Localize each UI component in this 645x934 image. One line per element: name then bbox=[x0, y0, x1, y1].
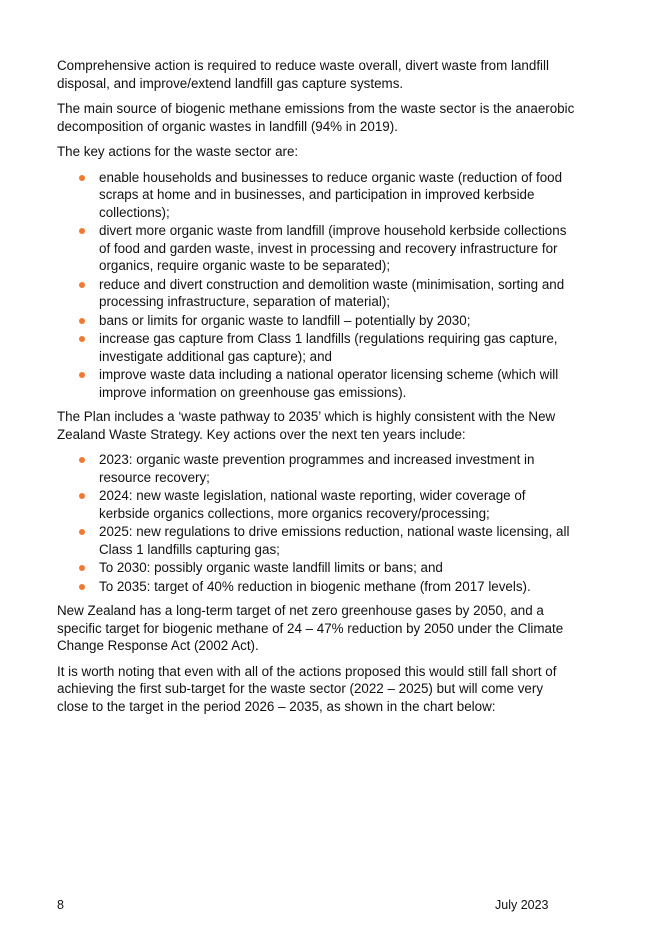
bullet-icon bbox=[79, 529, 85, 535]
list-item-text: increase gas capture from Class 1 landfills (regulations requiring gas capture, investigate additional gas capture); and bbox=[99, 331, 558, 364]
page-number: 8 bbox=[57, 898, 64, 912]
list-item bbox=[57, 312, 577, 330]
list-item-text: 2023: organic waste prevention programmes and increased investment in resource recovery; bbox=[99, 452, 535, 485]
bullet-icon bbox=[79, 175, 85, 181]
paragraph-nz-target: New Zealand has a long-term target of net zero greenhouse gases by 2050, and a specific target for biogenic methane of 24 – 47% reduction by 2050 under the Climate Change Response Act (2002 Act). bbox=[57, 603, 564, 653]
list-item bbox=[57, 330, 577, 365]
paragraph-methane-source: The main source of biogenic methane emissions from the waste sector is the anaerobic decomposition of organic wastes in landfill (94% in 2019). bbox=[57, 101, 575, 134]
key-actions-list bbox=[57, 169, 577, 402]
list-item-text: divert more organic waste from landfill (improve household kerbside collections of food and garden waste, invest in processing and recovery infrastructure for organics, require organic waste to be separated); bbox=[99, 223, 567, 273]
bullet-icon bbox=[79, 457, 85, 463]
pathway-list bbox=[57, 451, 577, 595]
list-item-text: reduce and divert construction and demolition waste (minimisation, sorting and processing infrastructure, separation of material); bbox=[99, 276, 565, 309]
list-item-text: 2024: new waste legislation, national waste reporting, wider coverage of kerbside organics collections, more organics recovery/processing; bbox=[99, 488, 526, 521]
bullet-icon bbox=[79, 282, 85, 288]
list-item-text: To 2035: target of 40% reduction in biogenic methane (from 2017 levels). bbox=[99, 578, 531, 594]
bullet-icon bbox=[79, 493, 85, 499]
list-item bbox=[57, 487, 577, 522]
list-item-text: improve waste data including a national operator licensing scheme (which will improve information on greenhouse gas emissions). bbox=[99, 367, 559, 400]
bullet-icon bbox=[79, 336, 85, 342]
bullet-icon bbox=[79, 565, 85, 571]
bullet-icon bbox=[79, 228, 85, 234]
list-item bbox=[57, 222, 577, 275]
document-body bbox=[57, 57, 577, 723]
list-item bbox=[57, 366, 577, 401]
footer-date: July 2023 bbox=[495, 898, 549, 912]
list-item-text: bans or limits for organic waste to landfill – potentially by 2030; bbox=[99, 312, 471, 328]
bullet-icon bbox=[79, 372, 85, 378]
list-item bbox=[57, 276, 577, 311]
list-item-text: 2025: new regulations to drive emissions reduction, national waste licensing, all Class 1 landfills capturing gas; bbox=[99, 524, 570, 557]
list-item bbox=[57, 559, 577, 577]
bullet-icon bbox=[79, 584, 85, 590]
list-item bbox=[57, 523, 577, 558]
paragraph-key-actions-heading: The key actions for the waste sector are: bbox=[57, 144, 299, 159]
bullet-icon bbox=[79, 318, 85, 324]
paragraph-waste-pathway: The Plan includes a ‘waste pathway to 2035’ which is highly consistent with the New Zealand Waste Strategy. Key actions over the next ten years include: bbox=[57, 409, 556, 442]
list-item bbox=[57, 578, 577, 596]
list-item bbox=[57, 169, 577, 222]
list-item-text: To 2030: possibly organic waste landfill limits or bans; and bbox=[99, 560, 443, 575]
paragraph-intro: Comprehensive action is required to reduce waste overall, divert waste from landfill disposal, and improve/extend landfill gas capture systems. bbox=[57, 58, 549, 91]
list-item-text: enable households and businesses to reduce organic waste (reduction of food scraps at home and in businesses, and participation in improved kerbside collections); bbox=[99, 169, 563, 220]
list-item bbox=[57, 451, 577, 486]
paragraph-sub-target: It is worth noting that even with all of the actions proposed this would still fall short of achieving the first sub-target for the waste sector (2022 – 2025) but will come very close to the target in the period 2026 – 2035, as shown in the chart below: bbox=[57, 663, 557, 714]
